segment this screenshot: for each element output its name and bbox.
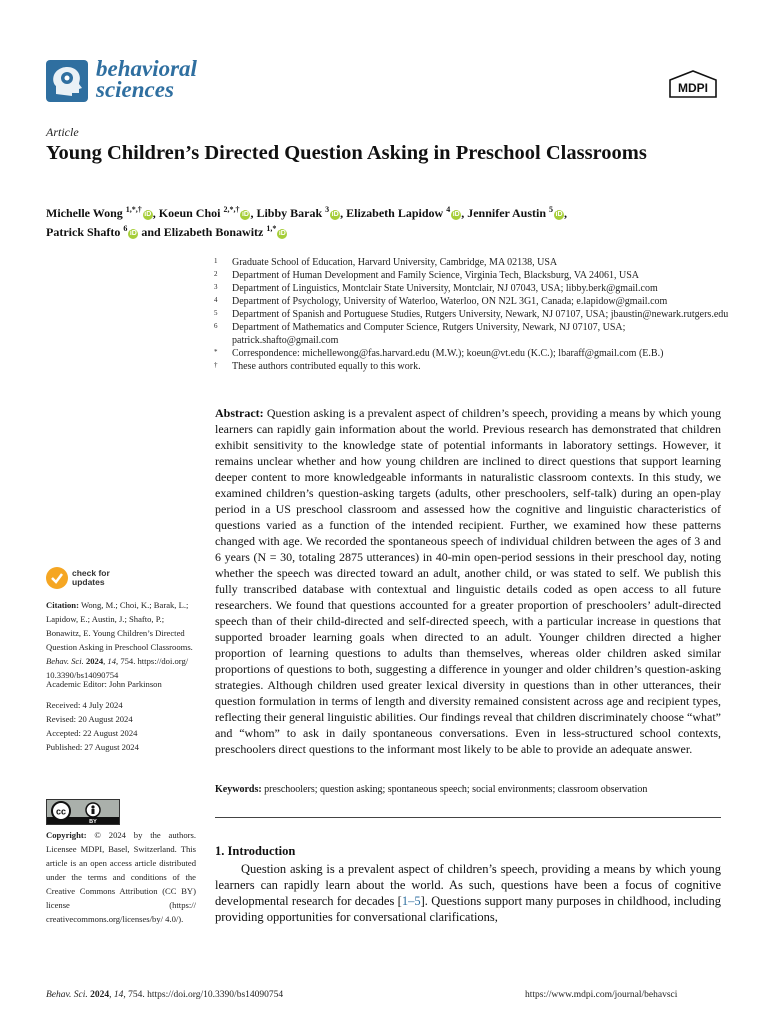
affiliation-mark: 4 (214, 296, 218, 304)
author-name[interactable]: Koeun Choi (158, 206, 221, 220)
author-affiliation-mark: 6 (123, 224, 128, 233)
orcid-icon[interactable]: iD (129, 230, 137, 237)
publisher-name: MDPI (678, 81, 708, 95)
copyright-notice (46, 828, 196, 926)
affiliation-mark: 2 (214, 270, 218, 278)
author-name[interactable]: Michelle Wong (46, 206, 123, 220)
affiliation-mark: 6 (214, 322, 218, 330)
author-affiliation-mark: 4 (446, 205, 451, 214)
publisher-logo (666, 70, 720, 100)
affiliation-mark: 3 (214, 283, 218, 291)
affiliation-text: Department of Mathematics and Computer Science, Rutgers University, Newark, NJ 07107, USA; patrick.shafto@gmail.com (232, 322, 626, 346)
citation-link[interactable]: 1–5 (401, 894, 421, 908)
author-affiliation-mark: 3 (325, 205, 330, 214)
published-date: Published: 27 August 2024 (46, 742, 139, 752)
author-name[interactable]: Libby Barak (256, 206, 323, 220)
intro-heading: 1. Introduction (215, 844, 296, 858)
license-badge-label: BY (89, 819, 97, 824)
orcid-icon[interactable]: iD (278, 230, 286, 237)
author-affiliation-mark: 5 (549, 205, 553, 214)
orcid-icon[interactable]: iD (331, 211, 339, 218)
orcid-icon[interactable]: iD (452, 211, 460, 218)
footer-volume: 14 (113, 990, 124, 1000)
affiliations (214, 256, 734, 373)
author-name[interactable]: Elizabeth Lapidow (346, 206, 444, 220)
author-name[interactable]: Elizabeth Bonawitz (163, 225, 264, 239)
academic-editor: Academic Editor: John Parkinson (46, 679, 162, 689)
affiliation-item (214, 295, 734, 308)
affiliation-item (214, 360, 734, 373)
publication-dates (46, 698, 196, 754)
journal-name (96, 58, 197, 100)
intro-paragraph (215, 861, 721, 925)
affiliation-mark: * (214, 348, 218, 356)
citation-doi[interactable]: , 754. https://doi.org/ 10.3390/bs14090754 (46, 656, 189, 680)
check-updates-line2: updates (72, 577, 105, 587)
citation-block: Citation: Wong, M.; Choi, K.; Barak, L.; Lapidow, E.; Austin, J.; Shafto, P.; Bonawitz, E. Young Children’s Directed Question Asking in Preschool Classrooms. Behav. Sci. 2024, 14, 754. https://doi.org/ 10.3390/bs14090754 (46, 600, 193, 680)
affiliation-item (214, 269, 734, 282)
affiliation-item (214, 347, 734, 360)
keywords-text: preschoolers; question asking; spontaneous speech; social environments; classroom observation (264, 784, 648, 795)
citation-label: Citation: (46, 600, 79, 610)
abstract (215, 405, 721, 757)
section-divider (215, 817, 721, 818)
intro-text-after: ]. Questions support many purposes in childhood, including providing opportunities for conversational clarifications, (215, 894, 722, 924)
footer-journal-url[interactable]: https://www.mdpi.com/journal/behavsci (525, 990, 678, 1000)
affiliation-text: Correspondence: michellewong@fas.harvard.edu (M.W.); koeun@vt.edu (K.C.); lbaraff@gmail.com (E.B.) (232, 348, 664, 359)
check-updates-line1: check for (72, 568, 110, 578)
affiliation-text: Department of Human Development and Family Science, Virginia Tech, Blacksburg, VA 24061, USA (232, 270, 639, 281)
affiliation-item (214, 256, 734, 269)
journal-name-line1: behavioral (96, 56, 197, 81)
citation-journal: Behav. Sci. (46, 656, 84, 666)
footer-doi[interactable]: , 754. https://doi.org/10.3390/bs14090754 (123, 990, 284, 1000)
author-name[interactable]: Jennifer Austin (467, 206, 546, 220)
affiliation-text: Department of Psychology, University of Waterloo, Waterloo, ON N2L 3G1, Canada; e.lapidow@gmail.com (232, 296, 668, 307)
intro-text-before: Question asking is a prevalent aspect of children’s speech, providing a means by which young learners can rapidly learn about the world. As such, questions have been a focus of cognitive developmental research for decades [ (215, 862, 721, 908)
affiliation-mark: 1 (214, 257, 218, 265)
affiliation-mark: † (214, 361, 218, 369)
article-title: Young Children’s Directed Question Asking in Preschool Classrooms (46, 142, 647, 164)
revised-date: Revised: 20 August 2024 (46, 714, 133, 724)
footer-year: 2024 (90, 990, 110, 1000)
svg-text:cc: cc (55, 806, 67, 817)
copyright-text: © 2024 by the authors. Licensee MDPI, Basel, Switzerland. This article is an open access article distributed under the terms and conditions of the Creative Commons Attribution (CC BY) license (https:// creativecommons.org/licenses/by/ 4.0/). (46, 830, 196, 924)
received-date: Received: 4 July 2024 (46, 700, 123, 710)
affiliation-item (214, 282, 734, 295)
affiliation-text: These authors contributed equally to this work. (232, 361, 421, 372)
orcid-icon[interactable]: iD (555, 211, 563, 218)
keywords (215, 783, 721, 797)
citation-volume: 14 (107, 656, 117, 666)
journal-logo (46, 60, 88, 102)
keywords-label: Keywords: (215, 784, 262, 795)
affiliation-item (214, 308, 734, 321)
abstract-label: Abstract: (215, 406, 264, 420)
affiliation-mark: 5 (214, 309, 218, 317)
crossmark-icon (46, 567, 68, 589)
affiliation-text: Department of Linguistics, Montclair State University, Montclair, NJ 07043, USA; libby.berk@gmail.com (232, 283, 658, 294)
check-for-updates-button[interactable] (46, 567, 110, 589)
affiliation-item (214, 321, 734, 347)
author-affiliation-mark: 1,* (266, 224, 277, 233)
orcid-icon[interactable]: iD (144, 211, 152, 218)
copyright-label: Copyright: (46, 830, 87, 840)
author-affiliation-mark: 1,*,† (125, 205, 142, 214)
affiliation-text: Graduate School of Education, Harvard University, Cambridge, MA 02138, USA (232, 257, 558, 268)
footer-citation: Behav. Sci. 2024, 14, 754. https://doi.org/10.3390/bs14090754 (46, 990, 284, 1000)
author-name[interactable]: Patrick Shafto (46, 225, 121, 239)
footer-journal: Behav. Sci. (46, 990, 88, 1000)
head-gear-icon (46, 60, 88, 102)
affiliation-text: Department of Spanish and Portuguese Studies, Rutgers University, Newark, NJ 07107, USA; jbaustin@newark.rutgers.edu (232, 309, 729, 320)
journal-name-line2: sciences (96, 77, 174, 102)
cc-by-license-badge[interactable] (46, 799, 120, 825)
abstract-text: Question asking is a prevalent aspect of children’s speech, providing a means by which young learners can rapidly gain information about the world. Previous research has demonstrated that children exhibit sensitivity to the knowledge state of potential informants in laboratory settings. However, it remains unclear whether and how young children are inclined to direct questions that support learning deeper content to more knowledgeable informants in naturalistic classroom contexts. In this study, we examined children’s question-asking targets (adults, other preschoolers, self-talk) during an open-play period in a US preschool classroom and assessed how the cognitive and linguistic characteristics of questions varied as a function of the intended recipient. Further, we examined how these patterns changed with age. We recorded the spontaneous speech of individual children between the ages of 3 and 6 years (N = 30, totaling 2875 utterances) in 40-min open-period sessions in their preschool day, noting whether the speech was directed toward an adult, another child, or was stated to self. We publish this fully transcribed database with contextual and linguistic details coded as open access to all future researchers. We found that questions accounted for a greater proportion of preschoolers’ adult-directed speech than of their child-directed and self-directed speech, with a particular increase in questions that supported broader learning goals when directed to an adult. Younger children directed a higher proportion of learning questions to adults than themselves, whereas older children asked similar proportions of questions to both, suggesting a difference in younger and older children’s question-asking strategies. Although children used greater lexical diversity in questions than in other utterances, their question formulation in terms of length and diversity remained consistent across age and recipient types, reflecting their general linguistic abilities. Our findings reveal that children discriminately choose “what” and “whom” to ask in daily spontaneous conversations. Even in less-structured school contexts, preschoolers direct questions to the informant most likely to be able to provide an adequate answer. (215, 406, 721, 756)
orcid-icon[interactable]: iD (241, 211, 249, 218)
author-list: Michelle Wong $^{1,*,\dagger}$iD , Koeun Choi $^{2,*,\dagger}$iD , Libby Barak $^3$iD , Elizabeth Lapidow $^4$iD , Jennifer Austin $^5$iD , Patrick Shafto $^6$iD and Elizabeth Bonawitz $^{1,*}$iD (46, 205, 567, 239)
author-affiliation-mark: 2,*,† (223, 205, 240, 214)
accepted-date: Accepted: 22 August 2024 (46, 728, 138, 738)
citation-year: 2024 (85, 656, 104, 666)
article-type: Article (46, 125, 79, 139)
citation-text: Wong, M.; Choi, K.; Barak, L.; Lapidow, E.; Austin, J.; Shafto, P.; Bonawitz, E. Young Children’s Directed Question Asking in Preschool Classrooms. (46, 600, 193, 652)
